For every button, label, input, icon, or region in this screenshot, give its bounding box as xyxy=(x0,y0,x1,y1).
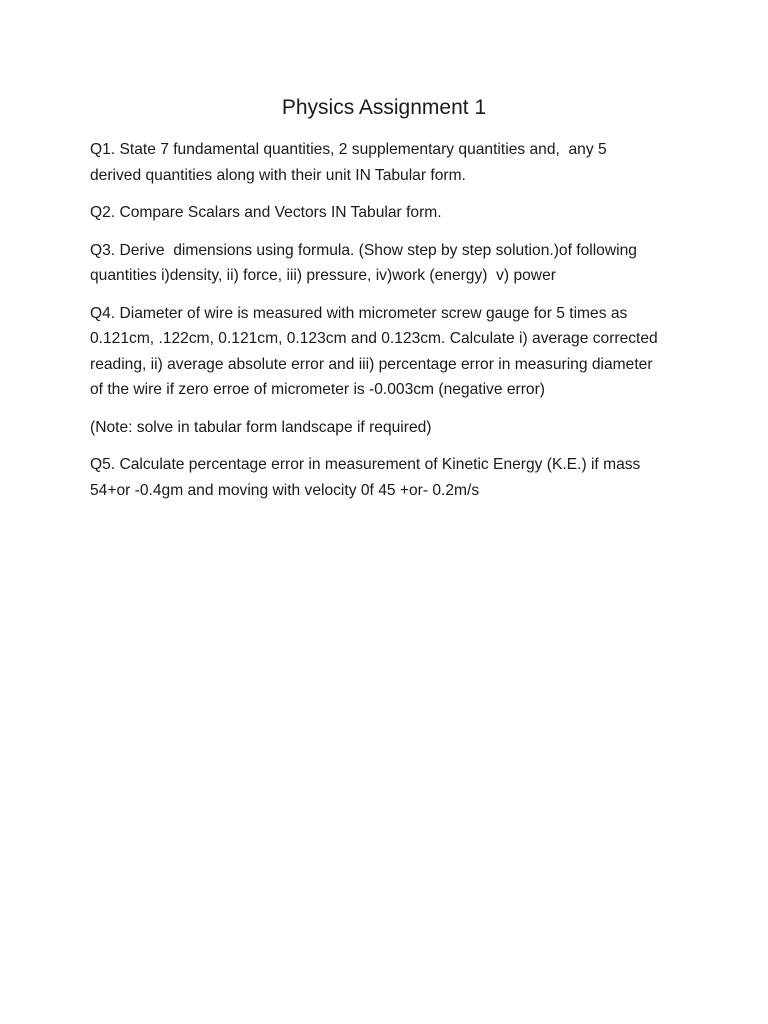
document-body xyxy=(90,137,690,515)
document-title: Physics Assignment 1 xyxy=(281,96,487,119)
question-4: Q4. Diameter of wire is measured with micrometer screw gauge for 5 times as 0.121cm, .122cm, 0.121cm, 0.123cm and 0.123cm. Calculate i) average corrected reading, ii) average absolute error and iii) percentage error in measuring diameter of the wire if zero erroe of micrometer is -0.003cm (negative error) xyxy=(90,304,658,398)
note-paragraph: (Note: solve in tabular form landscape if required) xyxy=(90,418,432,436)
question-3: Q3. Derive dimensions using formula. (Show step by step solution.)of following quantities i)density, ii) force, iii) pressure, iv)work (energy) v) power xyxy=(90,241,637,284)
question-5: Q5. Calculate percentage error in measurement of Kinetic Energy (K.E.) if mass 54+or -0.4gm and moving with velocity 0f 45 +or- 0.2m/s xyxy=(90,456,641,499)
question-1: Q1. State 7 fundamental quantities, 2 supplementary quantities and, any 5 derived quantities along with their unit IN Tabular form. xyxy=(90,141,607,184)
question-2: Q2. Compare Scalars and Vectors IN Tabular form. xyxy=(90,204,442,221)
